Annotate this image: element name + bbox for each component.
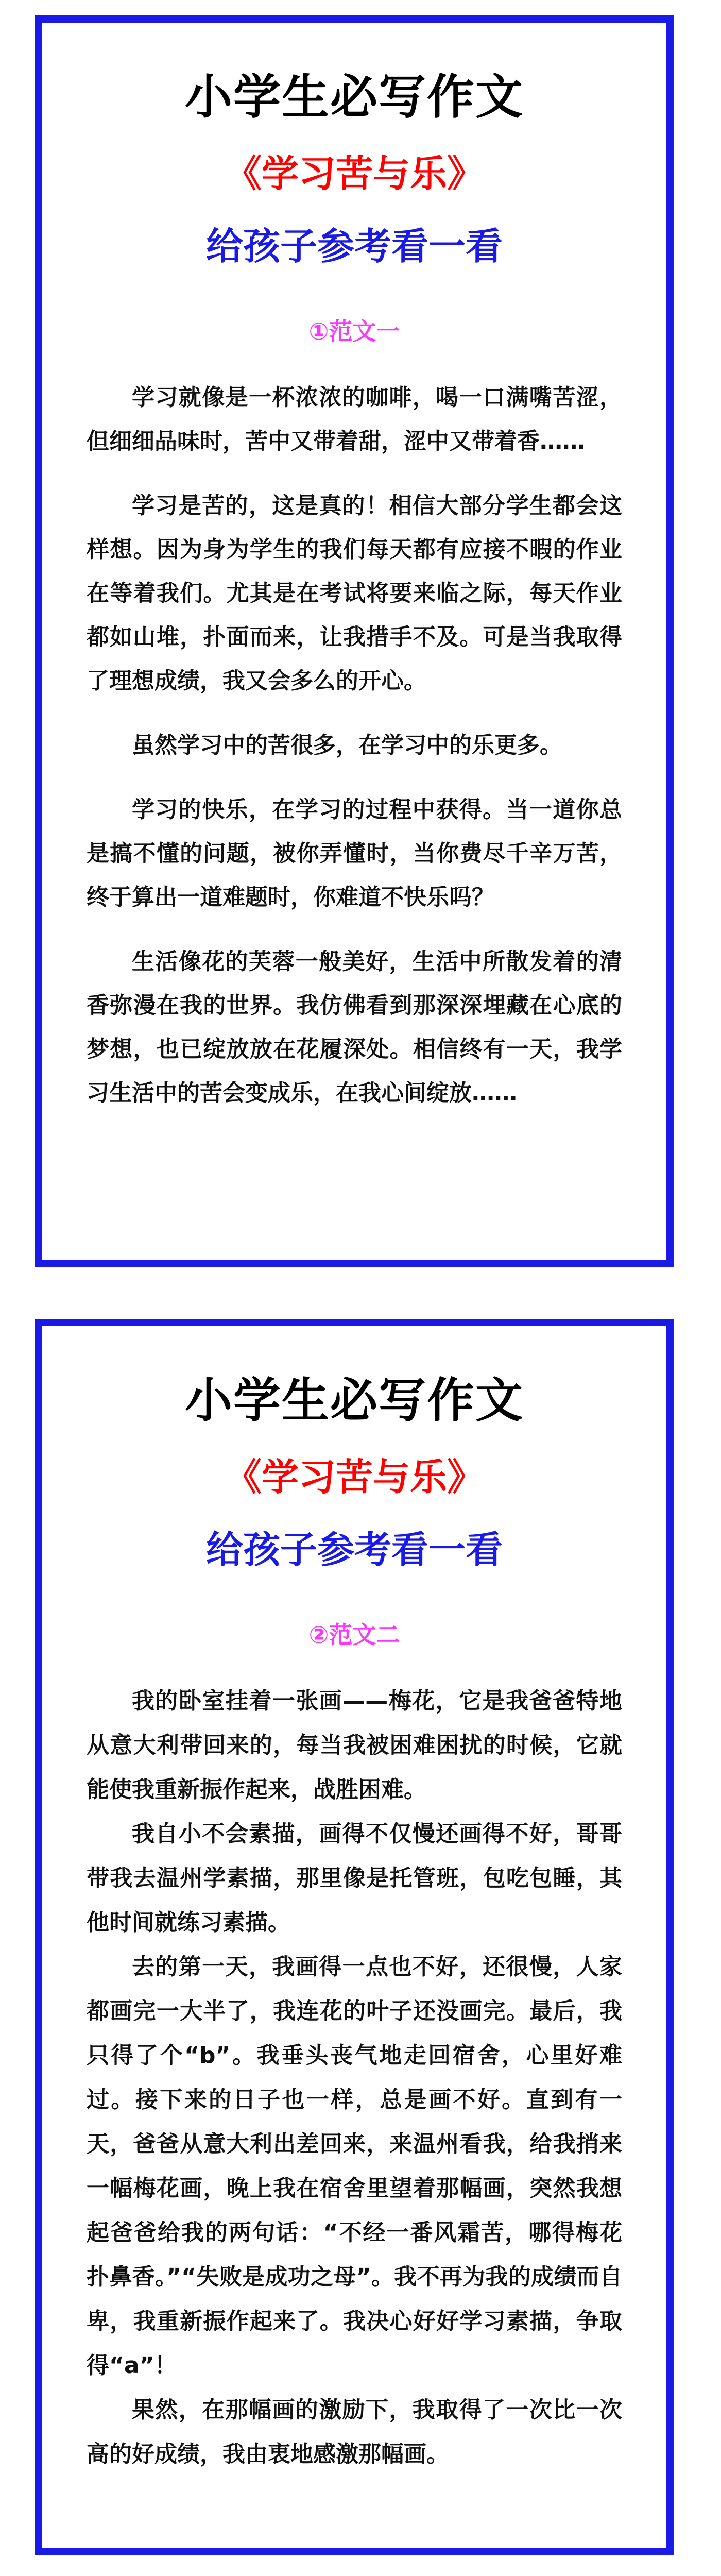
guide-heading: 给孩子参考看一看 bbox=[205, 224, 503, 268]
sub-title: 《学习苦与乐》 bbox=[224, 1455, 484, 1499]
main-title: 小学生必写作文 bbox=[184, 70, 524, 125]
guide-heading: 给孩子参考看一看 bbox=[205, 1528, 503, 1571]
essay-label: ②范文二 bbox=[308, 1621, 400, 1649]
essay-card-2 bbox=[35, 1319, 674, 2555]
main-title: 小学生必写作文 bbox=[184, 1373, 524, 1428]
essay-body bbox=[87, 376, 622, 1115]
sub-title: 《学习苦与乐》 bbox=[224, 152, 484, 196]
essay-paragraph: 我自小不会素描，画得不仅慢还画得不好，哥哥带我去温州学素描，那里像是托管班，包吃包睡，其他时间就练习素描。 bbox=[87, 1821, 622, 1936]
essay-label: ①范文一 bbox=[308, 317, 400, 346]
essay-paragraph: 学习是苦的，这是真的！相信大部分学生都会这样想。因为身为学生的我们每天都有应接不暇的作业在等着我们。尤其是在考试将要来临之际，每天作业都如山堆，扑面而来，让我措手不及。可是当我取得了理想成绩，我又会多么的开心。 bbox=[87, 493, 622, 694]
essay-paragraph: 虽然学习中的苦很多，在学习中的乐更多。 bbox=[132, 732, 562, 759]
essay-paragraph: 学习就像是一杯浓浓的咖啡，喝一口满嘴苦涩，但细细品味时，苦中又带着甜，涩中又带着香…… bbox=[87, 384, 622, 455]
essay-paragraph: 果然，在那幅画的激励下，我取得了一次比一次高的好成绩，我由衷地感激那幅画。 bbox=[87, 2397, 622, 2468]
essay-paragraph: 生活像花的芙蓉一般美好，生活中所散发着的清香弥漫在我的世界。我仿佛看到那深深埋藏在心底的梦想，也已绽放放在花履深处。相信终有一天，我学习生活中的苦会变成乐，在我心间绽放…… bbox=[87, 948, 622, 1107]
essay-paragraph: 我的卧室挂着一张画——梅花，它是我爸爸特地从意大利带回来的，每当我被困难困扰的时候，它就能使我重新振作起来，战胜困难。 bbox=[87, 1688, 622, 1803]
essay-paragraph: 学习的快乐，在学习的过程中获得。当一道你总是搞不懂的问题，被你弄懂时，当你费尽千辛万苦，终于算出一道难题时，你难道不快乐吗？ bbox=[87, 796, 622, 911]
essay-card-1 bbox=[35, 15, 674, 1267]
essay-paragraph: 去的第一天，我画得一点也不好，还很慢，人家都画完一大半了，我连花的叶子还没画完。最后，我只得了个“b”。我垂头丧气地走回宿舍，心里好难过。接下来的日子也一样，总是画不好。直到有一天，爸爸从意大利出差回来，来温州看我，给我捎来一幅梅花画，晚上我在宿舍里望着那幅画，突然我想起爸爸给我的两句话：“不经一番风霜苦，哪得梅花扑鼻香。”“失败是成功之母”。我不再为我的成绩而自卑，我重新振作起来了。我决心好好学习素描，争取得“a”！ bbox=[87, 1954, 622, 2379]
essay-body bbox=[87, 1679, 622, 2477]
